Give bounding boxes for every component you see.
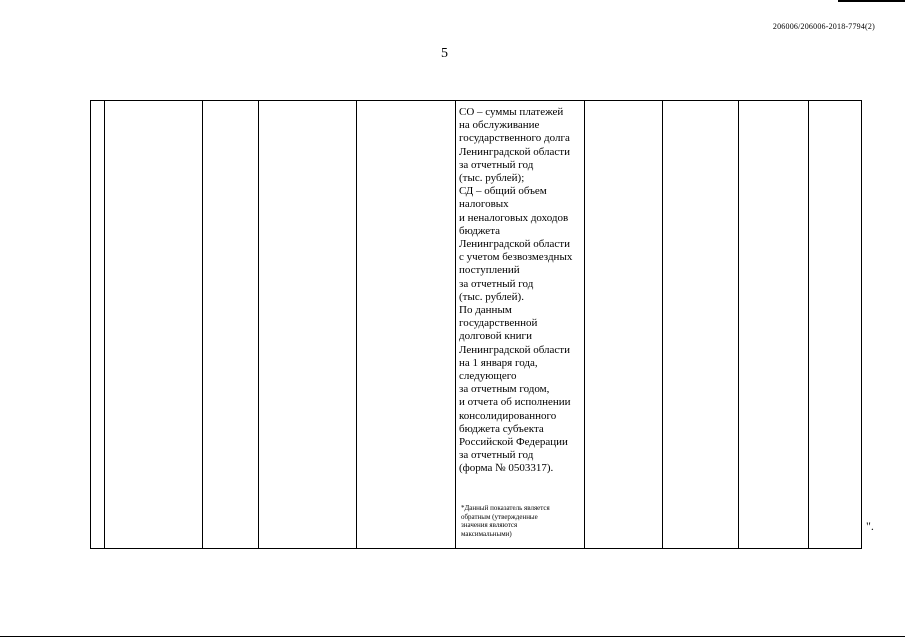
table-column-divider	[455, 101, 456, 548]
scan-bottom-edge	[0, 636, 905, 637]
table-column-divider	[104, 101, 105, 548]
table-column-divider	[738, 101, 739, 548]
closing-quote: ".	[866, 519, 874, 533]
table-column-divider	[662, 101, 663, 548]
indicator-calculation-description: СО – суммы платежей на обслуживание государственного долга Ленинградской области за отчетный год (тыс. рублей); СД – общий объем налоговых и неналоговых доходов бюджета Ленинградской области с учетом безвозмездных поступлений за отчетный год (тыс. рублей). По данным государственной долговой книги Ленинградской области на 1 января года, следующего за отчетным годом, и отчета об исполнении консолидированного бюджета субъекта Российской Федерации за отчетный год (форма № 0503317).	[459, 106, 573, 475]
indicator-table	[90, 100, 862, 549]
scan-edge-mark	[838, 0, 905, 2]
table-column-divider	[258, 101, 259, 548]
page-number: 5	[441, 46, 448, 61]
document-id: 206006/206006-2018-7794(2)	[772, 22, 875, 31]
table-column-divider	[202, 101, 203, 548]
table-column-divider	[356, 101, 357, 548]
table-column-divider	[808, 101, 809, 548]
indicator-footnote: *Данный показатель является обратным (утвержденные значения являются максимальными)	[461, 504, 550, 538]
